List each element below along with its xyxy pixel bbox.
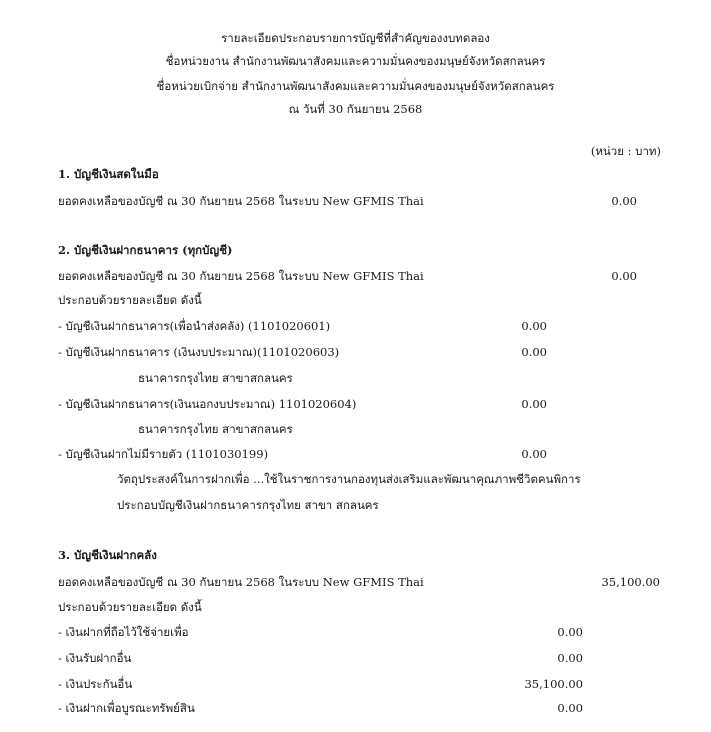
section3-balance-label: ยอดคงเหลือของบัญชี ณ 30 กันยายน 2568 ในระบบ New GFMIS Thai [58, 575, 424, 589]
section3-heading: 3. บัญชีเงินฝากคลัง [58, 548, 157, 562]
report-date: ณ วันที่ 30 กันยายน 2568 [288, 102, 423, 116]
section2-item-label: - บัญชีเงินฝากธนาคาร(เงินนอกงบประมาณ) 1101020604) [58, 397, 357, 411]
section2-balance-label: ยอดคงเหลือของบัญชี ณ 30 กันยายน 2568 ในระบบ New GFMIS Thai [58, 269, 424, 283]
section2-item-value: 0.00 [521, 447, 547, 461]
agency-name: ชื่อหน่วยงาน สำนักงานพัฒนาสังคมและความมั่นคงของมนุษย์จังหวัดสกลนคร [165, 54, 546, 68]
section3-item-value: 0.00 [557, 701, 583, 715]
section2-item-label: - บัญชีเงินฝากธนาคาร(เพื่อนำส่งคลัง) (1101020601) [58, 319, 331, 333]
section3-item-label: - เงินฝากที่ถือไว้ใช้จ่ายเพื่อ [58, 625, 189, 639]
unit-label: (หน่วย : บาท) [590, 144, 661, 158]
section3-item-value: 0.00 [557, 651, 583, 665]
disbursing-unit-name: ชื่อหน่วยเบิกจ่าย สำนักงานพัฒนาสังคมและความมั่นคงของมนุษย์จังหวัดสกลนคร [156, 79, 555, 93]
section3-item-label: - เงินรับฝากอื่น [58, 651, 132, 665]
section3-item-value: 35,100.00 [524, 677, 583, 691]
section2-item-bank: ธนาคารกรุงไทย สาขาสกลนคร [138, 371, 293, 385]
section1-heading: 1. บัญชีเงินสดในมือ [58, 167, 159, 181]
section2-purpose-bank: ประกอบบัญชีเงินฝากธนาคารกรุงไทย สาขา สกลนคร [117, 498, 379, 512]
section3-detail-intro: ประกอบด้วยรายละเอียด ดังนี้ [58, 600, 202, 614]
section3-item-label: - เงินฝากเพื่อบูรณะทรัพย์สิน [58, 701, 195, 715]
section1-balance-label: ยอดคงเหลือของบัญชี ณ 30 กันยายน 2568 ในระบบ New GFMIS Thai [58, 194, 424, 208]
section3-item-label: - เงินประกันอื่น [58, 677, 133, 691]
section2-item-bank: ธนาคารกรุงไทย สาขาสกลนคร [138, 422, 293, 436]
section2-item-value: 0.00 [521, 319, 547, 333]
section2-item-value: 0.00 [521, 345, 547, 359]
section3-item-value: 0.00 [557, 625, 583, 639]
section2-heading: 2. บัญชีเงินฝากธนาคาร (ทุกบัญชี) [58, 243, 233, 257]
section2-item-label: - บัญชีเงินฝากไม่มีรายตัว (1101030199) [58, 447, 269, 461]
document-title: รายละเอียดประกอบรายการบัญชีที่สำคัญของงบทดลอง [221, 31, 490, 45]
section2-balance-value: 0.00 [611, 269, 637, 283]
section2-detail-intro: ประกอบด้วยรายละเอียด ดังนี้ [58, 293, 202, 307]
section2-item-label: - บัญชีเงินฝากธนาคาร (เงินงบประมาณ)(1101020603) [58, 345, 340, 359]
section1-balance-value: 0.00 [611, 194, 637, 208]
section3-balance-value: 35,100.00 [601, 575, 660, 589]
section2-item-value: 0.00 [521, 397, 547, 411]
section2-purpose: วัตถุประสงค์ในการฝากเพื่อ ...ใช้ในราชการงานกองทุนส่งเสริมและพัฒนาคุณภาพชีวิตคนพิการ [117, 472, 581, 486]
